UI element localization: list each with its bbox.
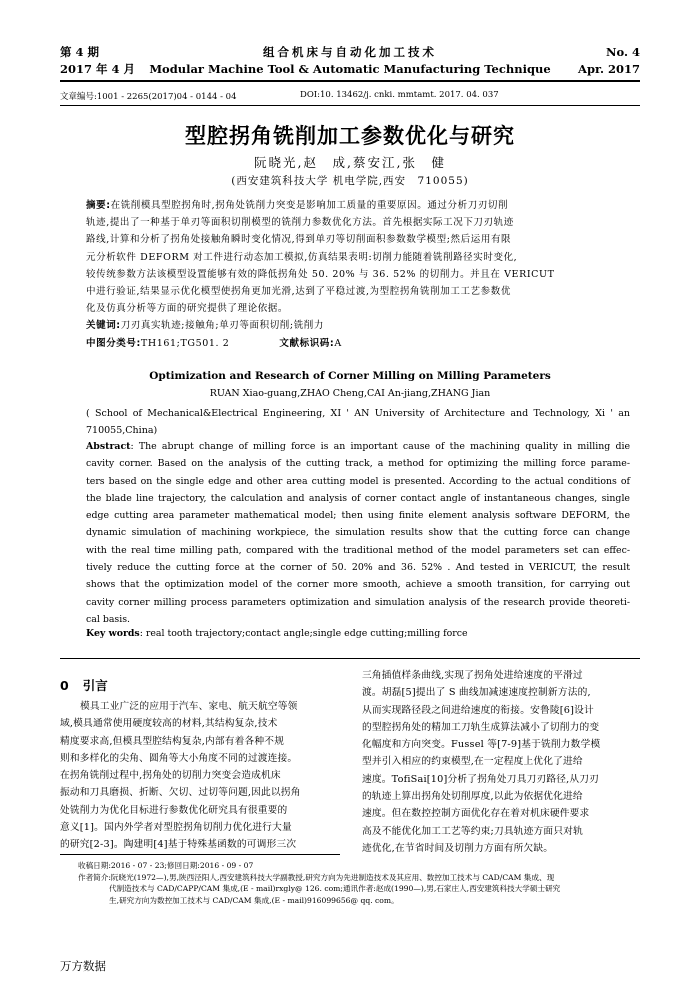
body-column-right xyxy=(362,667,640,857)
abstract-en-line: edge cutting area parameter mathematical model; then using finite element analysis software DEFORM, the xyxy=(86,510,630,522)
article-number: 文章编号:1001 - 2265(2017)04 - 0144 - 04 xyxy=(60,92,237,102)
body-line: 精度要求高,但模具型腔结构复杂,内部有着各种不规 xyxy=(60,735,285,747)
header-date-en: Apr. 2017 xyxy=(578,62,640,76)
footnote-line: 作者简介:阮晓光(1972—),男,陕西泾阳人,西安建筑科技大学副教授,研究方向为先进制造技术及其应用、数控加工技术与 CAD/CAM 集成、现 xyxy=(78,872,555,882)
abstract-en-line: cavity corner. Based on the analysis of the cutting track, a method for optimizing the milling force parame- xyxy=(86,458,630,470)
abstract-en-line: tively reduce the cutting force at the corner of 50. 20% and 36. 52% . And tested in VERICUT, the result xyxy=(86,562,630,574)
affiliation-en xyxy=(86,405,630,439)
body-line: 意义[1]。国内外学者对型腔拐角切削力优化进行大量 xyxy=(60,822,292,834)
footnote-line: 生,研究方向为数控加工技术与 CAD/CAM 集成,(E - mail)916099656@ qq. com。 xyxy=(109,895,399,905)
classification-label: 中图分类号: xyxy=(86,337,141,349)
body-line: 三角插值样条曲线,实现了拐角处进给速度的平滑过 xyxy=(362,670,583,681)
abstract-en-label: Abstract xyxy=(86,441,131,452)
footnote-rule xyxy=(60,854,340,855)
body-line: 型并引入相应的约束模型,在一定程度上优化了进给 xyxy=(362,756,583,768)
abstract-en xyxy=(86,438,630,628)
section-heading xyxy=(60,676,108,694)
abstract-en-line: dynamic simulation of machining workpiece, the simulation results show that the cutting force can change xyxy=(86,527,630,539)
keywords-en: Key words: real tooth trajectory;contact angle;single edge cutting;milling force xyxy=(86,628,468,639)
body-line: 在拐角铣削过程中,拐角处的切削力突变会造成机床 xyxy=(60,770,281,782)
journal-title-en: Modular Machine Tool & Automatic Manufacturing Technique xyxy=(149,62,551,76)
abstract-en-line: cal basis. xyxy=(86,613,131,625)
abstract-en-line: ters based on the single edge and other area cutting model is presented. According to the actual conditions of xyxy=(86,475,630,487)
body-column-left xyxy=(60,698,334,854)
abstract-cn-line: 较传统参数方法该模型设置能够有效的降低拐角处 50. 20% 与 36. 52% 的切削力。并且在 VERICUT xyxy=(86,268,555,280)
paper-title-en: Optimization and Research of Corner Milling on Milling Parameters xyxy=(149,370,551,382)
abstract-en-line: the blade line trajectory, the calculation and analysis of corner contact angle of instantaneous changes, single xyxy=(86,492,630,504)
meta-rule xyxy=(60,105,640,106)
affiliation-cn: (西安建筑科技大学 机电学院,西安 710055) xyxy=(231,175,469,187)
body-line: 的轨迹上算出拐角处切削厚度,以此为依据优化进给 xyxy=(362,791,583,803)
abstract-cn-line: 路线,计算和分析了拐角处接触角瞬时变化情况,得到单刃等切削面积参数数学模型;然后运用有限 xyxy=(86,234,512,246)
footer-watermark: 万方数据 xyxy=(60,959,106,973)
abstract-cn-line: 轨迹,提出了一种基于单刃等面积切削模型的铣削力参数优化方法。首先根据实际工况下刀刃轨迹 xyxy=(86,217,514,229)
document-code-label: 文献标识码: xyxy=(279,337,335,349)
abstract-cn xyxy=(86,197,630,352)
abstract-en-line: with the real time milling path, compared with the traditional method of the model parameters set can effec- xyxy=(86,544,630,556)
body-line: 速度。TofiSai[10]分析了拐角处刀具刀刃路径,从刀刃 xyxy=(362,773,600,785)
header-issue-en: No. 4 xyxy=(606,45,640,59)
body-line: 振动和刀具磨损、折断、欠切、过切等问题,因此以拐角 xyxy=(60,787,301,799)
section-title: 引言 xyxy=(82,678,108,693)
body-line: 化幅度和方向突变。Fussel 等[7-9]基于铣削力数学模 xyxy=(362,739,601,751)
abstract-end-rule xyxy=(60,658,640,659)
doi: DOI:10. 13462/j. cnki. mmtamt. 2017. 04. 037 xyxy=(300,90,499,100)
abstract-cn-line: 摘要:在铣削模具型腔拐角时,拐角处铣削力突变是影响加工质量的重要原因。通过分析刀刃切削 xyxy=(86,200,509,211)
header-issue-cn: 第 4 期 xyxy=(60,45,100,59)
authors-cn: 阮晓光,赵 成,蔡安江,张 健 xyxy=(254,155,446,170)
body-line: 的研究[2-3]。陶建明[4]基于特殊基函数的可调形三次 xyxy=(60,839,297,851)
keywords-cn: 关键词:刀刃真实轨迹;接触角;单刃等面积切削;铣削力 xyxy=(86,320,325,332)
footnote-line: 代制造技术与 CAD/CAPP/CAM 集成,(E - mail)rxgly@ 126. com;通讯作者:赵成(1990—),男,石家庄人,西安建筑科技大学硕士研究 xyxy=(109,884,561,893)
journal-title-cn: 组合机床与自动化加工技术 xyxy=(263,45,437,59)
paper-title-cn: 型腔拐角铣削加工参数优化与研究 xyxy=(185,124,515,148)
abstract-cn-line: 元分析软件 DEFORM 对工件进行动态加工模拟,仿真结果表明:切削力能随着铣削路径实时变化, xyxy=(86,251,518,263)
abstract-en-line: shows that the optimization model of the corner more smooth, achieve a smooth transition, for carrying out xyxy=(86,579,630,591)
keywords-en-label: Key words xyxy=(86,628,140,639)
header-rule xyxy=(60,80,640,82)
body-line: 高及不能优化加工工艺等约束;刀具轨迹方面只对轨 xyxy=(362,825,583,837)
body-line: 处铣削力为优化目标进行参数优化研究具有很重要的 xyxy=(60,804,288,816)
section-number: 0 xyxy=(60,678,69,693)
body-line: 域,模具通常使用硬度较高的材料,其结构复杂,技术 xyxy=(60,718,278,730)
abstract-cn-label: 摘要: xyxy=(86,200,111,211)
body-line: 速度。但在数控控制方面优化存在着对机床硬件要求 xyxy=(362,808,590,820)
footnote xyxy=(78,860,640,906)
footnote-line: 收稿日期:2016 - 07 - 23;修回日期:2016 - 09 - 07 xyxy=(78,861,254,870)
body-line: 则和多样化的尖角、圆角等大小角度不同的过渡连接。 xyxy=(60,752,298,764)
body-line: 模具工业广泛的应用于汽车、家电、航天航空等领 xyxy=(80,701,298,712)
classification: 中图分类号:TH161;TG501. 2 文献标识码:A xyxy=(86,337,342,349)
affiliation-en-line: ( School of Mechanical&Electrical Engineering, XI ' AN University of Architecture and Technology, Xi ' an xyxy=(86,408,630,419)
body-line: 的型腔拐角处的精加工刀轨生成算法减小了切削力的变 xyxy=(362,721,600,733)
abstract-en-line: Abstract: The abrupt change of milling force is an important cause of the machining quality in milling die xyxy=(86,441,630,452)
abstract-cn-line: 化及仿真分析等方面的研究提供了理论依据。 xyxy=(86,303,289,315)
abstract-en-line: cavity corner milling process parameters optimization and simulation analysis of the research provide theoreti- xyxy=(86,596,630,608)
body-line: 迹优化,在节省时间及切削力方面有所欠缺。 xyxy=(362,842,554,854)
keywords-cn-label: 关键词: xyxy=(86,320,121,332)
abstract-cn-line: 中进行验证,结果显示优化模型使拐角更加光滑,达到了平稳过渡,为型腔拐角铣削加工工艺参数优 xyxy=(86,286,511,298)
affiliation-en-line: 710055,China) xyxy=(86,425,158,436)
authors-en: RUAN Xiao-guang,ZHAO Cheng,CAI An-jiang,ZHANG Jian xyxy=(209,388,491,399)
header-date-cn: 2017 年 4 月 xyxy=(60,62,136,76)
body-line: 渡。胡磊[5]提出了 S 曲线加减速速度控制新方法的, xyxy=(362,687,591,699)
body-line: 从而实现路径段之间进给速度的衔接。安鲁陵[6]设计 xyxy=(362,704,594,716)
